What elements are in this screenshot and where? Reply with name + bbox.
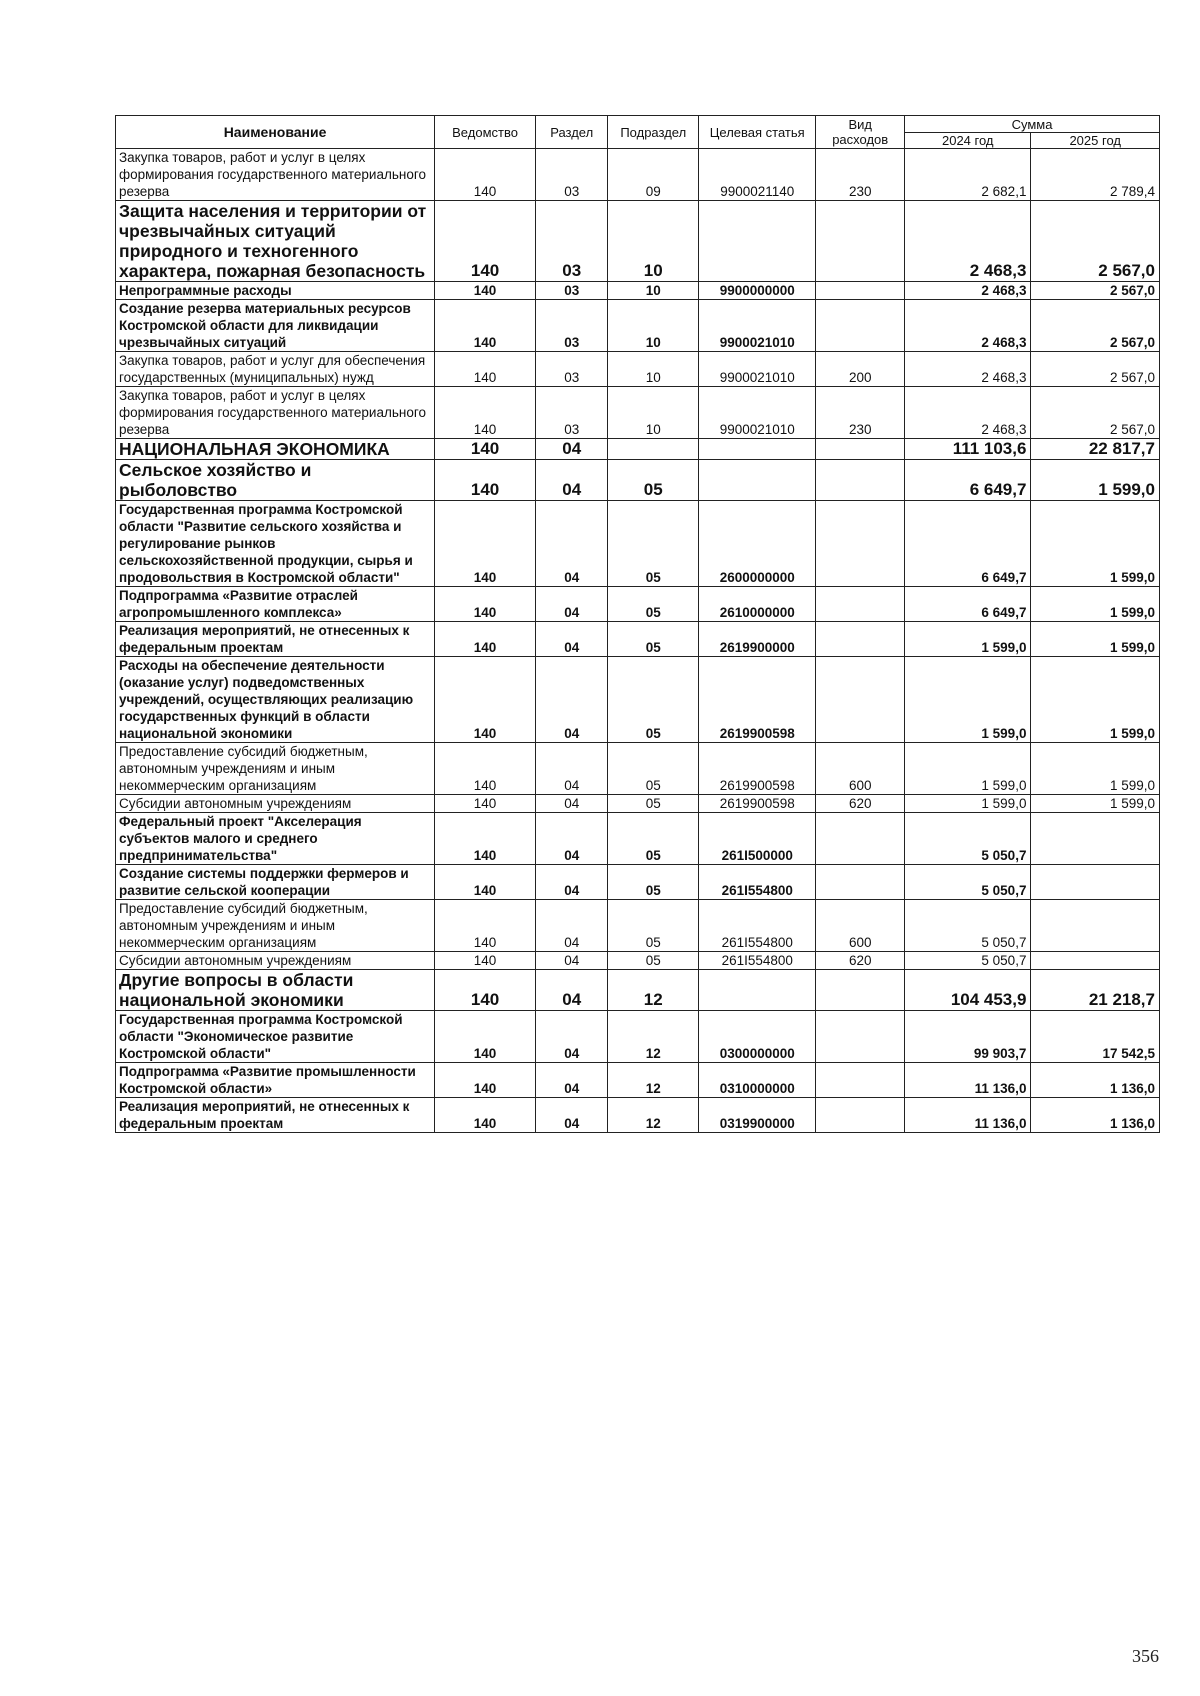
cell-ved: 140	[435, 1063, 536, 1098]
cell-razdel: 04	[536, 900, 608, 952]
cell-vid	[816, 1098, 905, 1133]
cell-name: НАЦИОНАЛЬНАЯ ЭКОНОМИКА	[116, 439, 435, 460]
cell-target: 9900021010	[699, 387, 816, 439]
cell-target: 2619900000	[699, 622, 816, 657]
header-razdel: Раздел	[536, 116, 608, 149]
cell-s2025: 2 567,0	[1031, 352, 1160, 387]
cell-razdel: 03	[536, 201, 608, 282]
cell-podrazdel: 05	[608, 587, 699, 622]
cell-target	[699, 460, 816, 501]
cell-s2024: 1 599,0	[905, 743, 1031, 795]
cell-vid	[816, 201, 905, 282]
table-body	[116, 149, 1160, 1133]
table-row	[116, 1098, 1160, 1133]
cell-razdel: 03	[536, 352, 608, 387]
cell-s2024: 6 649,7	[905, 501, 1031, 587]
header-2024: 2024 год	[905, 133, 1031, 149]
cell-s2025: 1 599,0	[1031, 795, 1160, 813]
cell-podrazdel: 05	[608, 460, 699, 501]
cell-s2024: 99 903,7	[905, 1011, 1031, 1063]
cell-s2025: 17 542,5	[1031, 1011, 1160, 1063]
table-row	[116, 387, 1160, 439]
cell-ved: 140	[435, 439, 536, 460]
table-row	[116, 1011, 1160, 1063]
cell-name: Непрограммные расходы	[116, 282, 435, 300]
cell-s2025: 1 599,0	[1031, 460, 1160, 501]
table-row	[116, 970, 1160, 1011]
cell-s2025: 2 567,0	[1031, 300, 1160, 352]
cell-razdel: 03	[536, 282, 608, 300]
cell-podrazdel: 12	[608, 1098, 699, 1133]
cell-name: Создание системы поддержки фермеров и развитие сельской кооперации	[116, 865, 435, 900]
cell-podrazdel: 05	[608, 622, 699, 657]
cell-name: Федеральный проект "Акселерация субъектов малого и среднего предпринимательства"	[116, 813, 435, 865]
cell-podrazdel: 10	[608, 282, 699, 300]
cell-target	[699, 970, 816, 1011]
header-name: Наименование	[116, 116, 435, 149]
cell-s2024: 111 103,6	[905, 439, 1031, 460]
cell-podrazdel: 05	[608, 900, 699, 952]
table-row	[116, 743, 1160, 795]
cell-podrazdel: 05	[608, 865, 699, 900]
cell-vid: 600	[816, 900, 905, 952]
cell-target: 9900000000	[699, 282, 816, 300]
cell-ved: 140	[435, 813, 536, 865]
cell-podrazdel: 12	[608, 1063, 699, 1098]
cell-name: Государственная программа Костромской области "Развитие сельского хозяйства и регулирование рынков сельскохозяйственной продукции, сырья и продовольствия в Костромской области"	[116, 501, 435, 587]
cell-razdel: 04	[536, 439, 608, 460]
cell-target: 261I554800	[699, 952, 816, 970]
cell-ved: 140	[435, 501, 536, 587]
cell-razdel: 04	[536, 813, 608, 865]
cell-s2024: 6 649,7	[905, 587, 1031, 622]
table-row	[116, 352, 1160, 387]
cell-vid	[816, 300, 905, 352]
cell-name: Предоставление субсидий бюджетным, автономным учреждениям и иным некоммерческим организациям	[116, 900, 435, 952]
cell-name: Закупка товаров, работ и услуг в целях формирования государственного материального резерва	[116, 387, 435, 439]
cell-vid	[816, 657, 905, 743]
cell-ved: 140	[435, 865, 536, 900]
cell-name: Подпрограмма «Развитие отраслей агропромышленного комплекса»	[116, 587, 435, 622]
cell-name: Субсидии автономным учреждениям	[116, 952, 435, 970]
cell-ved: 140	[435, 149, 536, 201]
cell-ved: 140	[435, 387, 536, 439]
cell-vid: 200	[816, 352, 905, 387]
header-vedomstvo: Ведомство	[435, 116, 536, 149]
cell-name: Закупка товаров, работ и услуг для обеспечения государственных (муниципальных) нужд	[116, 352, 435, 387]
cell-s2025: 1 599,0	[1031, 743, 1160, 795]
cell-target: 2619900598	[699, 743, 816, 795]
cell-razdel: 03	[536, 387, 608, 439]
cell-vid	[816, 1063, 905, 1098]
cell-name: Создание резерва материальных ресурсов Костромской области для ликвидации чрезвычайных ситуаций	[116, 300, 435, 352]
cell-vid	[816, 865, 905, 900]
cell-vid	[816, 1011, 905, 1063]
header-vid: Вид расходов	[816, 116, 905, 149]
cell-target: 2600000000	[699, 501, 816, 587]
cell-target	[699, 439, 816, 460]
cell-razdel: 04	[536, 657, 608, 743]
cell-name: Субсидии автономным учреждениям	[116, 795, 435, 813]
cell-target: 2619900598	[699, 795, 816, 813]
cell-ved: 140	[435, 657, 536, 743]
cell-s2025: 2 567,0	[1031, 282, 1160, 300]
cell-s2025: 22 817,7	[1031, 439, 1160, 460]
cell-s2024: 2 682,1	[905, 149, 1031, 201]
cell-podrazdel: 10	[608, 387, 699, 439]
cell-name: Государственная программа Костромской области "Экономическое развитие Костромской области"	[116, 1011, 435, 1063]
table-row	[116, 657, 1160, 743]
cell-s2024: 5 050,7	[905, 813, 1031, 865]
cell-target: 261I554800	[699, 900, 816, 952]
cell-vid: 600	[816, 743, 905, 795]
cell-razdel: 04	[536, 1063, 608, 1098]
cell-razdel: 04	[536, 795, 608, 813]
cell-s2025: 2 567,0	[1031, 201, 1160, 282]
table-row	[116, 587, 1160, 622]
budget-table	[115, 115, 1160, 1133]
cell-razdel: 04	[536, 587, 608, 622]
cell-razdel: 04	[536, 501, 608, 587]
cell-razdel: 04	[536, 622, 608, 657]
cell-s2025: 1 599,0	[1031, 657, 1160, 743]
cell-podrazdel: 10	[608, 300, 699, 352]
cell-razdel: 04	[536, 865, 608, 900]
cell-podrazdel: 09	[608, 149, 699, 201]
cell-s2024: 104 453,9	[905, 970, 1031, 1011]
cell-s2024: 11 136,0	[905, 1098, 1031, 1133]
cell-podrazdel: 10	[608, 201, 699, 282]
cell-name: Предоставление субсидий бюджетным, автономным учреждениям и иным некоммерческим организациям	[116, 743, 435, 795]
table-row	[116, 813, 1160, 865]
cell-ved: 140	[435, 587, 536, 622]
cell-name: Сельское хозяйство и рыболовство	[116, 460, 435, 501]
table-row	[116, 149, 1160, 201]
cell-podrazdel: 05	[608, 657, 699, 743]
cell-razdel: 04	[536, 1098, 608, 1133]
cell-razdel: 03	[536, 149, 608, 201]
cell-s2024: 11 136,0	[905, 1063, 1031, 1098]
cell-name: Другие вопросы в области национальной экономики	[116, 970, 435, 1011]
cell-s2025: 1 599,0	[1031, 622, 1160, 657]
page-number: 356	[1132, 1646, 1159, 1666]
cell-s2025: 1 599,0	[1031, 587, 1160, 622]
cell-target: 2610000000	[699, 587, 816, 622]
cell-podrazdel: 10	[608, 352, 699, 387]
cell-target	[699, 201, 816, 282]
cell-target: 9900021140	[699, 149, 816, 201]
cell-target: 0300000000	[699, 1011, 816, 1063]
table-row	[116, 282, 1160, 300]
cell-s2025: 2 789,4	[1031, 149, 1160, 201]
table-row	[116, 460, 1160, 501]
cell-vid: 230	[816, 387, 905, 439]
cell-s2024: 2 468,3	[905, 352, 1031, 387]
cell-name: Защита населения и территории от чрезвычайных ситуаций природного и техногенного характера, пожарная безопасность	[116, 201, 435, 282]
cell-ved: 140	[435, 282, 536, 300]
header-podrazdel: Подраздел	[608, 116, 699, 149]
cell-vid	[816, 970, 905, 1011]
cell-s2024: 5 050,7	[905, 900, 1031, 952]
cell-s2025	[1031, 952, 1160, 970]
cell-vid	[816, 439, 905, 460]
table-row	[116, 622, 1160, 657]
cell-target: 261I500000	[699, 813, 816, 865]
cell-s2024: 1 599,0	[905, 622, 1031, 657]
table-row	[116, 1063, 1160, 1098]
cell-razdel: 03	[536, 300, 608, 352]
cell-name: Расходы на обеспечение деятельности (оказание услуг) подведомственных учреждений, осуществляющих реализацию государственных функций в области национальной экономики	[116, 657, 435, 743]
cell-s2025: 1 136,0	[1031, 1063, 1160, 1098]
cell-razdel: 04	[536, 1011, 608, 1063]
cell-s2024: 2 468,3	[905, 201, 1031, 282]
cell-ved: 140	[435, 352, 536, 387]
cell-vid: 230	[816, 149, 905, 201]
cell-razdel: 04	[536, 460, 608, 501]
cell-razdel: 04	[536, 952, 608, 970]
cell-ved: 140	[435, 622, 536, 657]
cell-s2025	[1031, 865, 1160, 900]
cell-vid	[816, 501, 905, 587]
cell-ved: 140	[435, 201, 536, 282]
cell-s2025: 1 136,0	[1031, 1098, 1160, 1133]
cell-razdel: 04	[536, 970, 608, 1011]
cell-s2024: 6 649,7	[905, 460, 1031, 501]
cell-ved: 140	[435, 743, 536, 795]
cell-s2025	[1031, 813, 1160, 865]
cell-podrazdel	[608, 439, 699, 460]
cell-ved: 140	[435, 300, 536, 352]
cell-podrazdel: 05	[608, 813, 699, 865]
cell-ved: 140	[435, 1098, 536, 1133]
cell-s2024: 2 468,3	[905, 387, 1031, 439]
cell-podrazdel: 05	[608, 952, 699, 970]
cell-vid	[816, 587, 905, 622]
cell-ved: 140	[435, 1011, 536, 1063]
table-row	[116, 865, 1160, 900]
cell-s2025: 21 218,7	[1031, 970, 1160, 1011]
cell-s2025: 2 567,0	[1031, 387, 1160, 439]
table-row	[116, 300, 1160, 352]
cell-ved: 140	[435, 952, 536, 970]
cell-s2025	[1031, 900, 1160, 952]
cell-s2024: 5 050,7	[905, 865, 1031, 900]
table-row	[116, 795, 1160, 813]
cell-s2024: 2 468,3	[905, 300, 1031, 352]
cell-target: 0310000000	[699, 1063, 816, 1098]
cell-vid: 620	[816, 795, 905, 813]
cell-s2024: 2 468,3	[905, 282, 1031, 300]
cell-vid	[816, 282, 905, 300]
cell-vid	[816, 460, 905, 501]
cell-ved: 140	[435, 795, 536, 813]
cell-name: Подпрограмма «Развитие промышленности Костромской области»	[116, 1063, 435, 1098]
cell-podrazdel: 05	[608, 501, 699, 587]
table-row	[116, 952, 1160, 970]
cell-podrazdel: 12	[608, 970, 699, 1011]
table-row	[116, 900, 1160, 952]
cell-s2025: 1 599,0	[1031, 501, 1160, 587]
cell-podrazdel: 12	[608, 1011, 699, 1063]
cell-target: 9900021010	[699, 300, 816, 352]
cell-ved: 140	[435, 460, 536, 501]
cell-target: 9900021010	[699, 352, 816, 387]
cell-target: 0319900000	[699, 1098, 816, 1133]
table-row	[116, 201, 1160, 282]
cell-s2024: 5 050,7	[905, 952, 1031, 970]
table-row	[116, 439, 1160, 460]
header-sum: Сумма	[905, 116, 1160, 133]
cell-name: Закупка товаров, работ и услуг в целях формирования государственного материального резерва	[116, 149, 435, 201]
header-2025: 2025 год	[1031, 133, 1160, 149]
cell-s2024: 1 599,0	[905, 795, 1031, 813]
cell-ved: 140	[435, 900, 536, 952]
cell-vid: 620	[816, 952, 905, 970]
cell-target: 261I554800	[699, 865, 816, 900]
cell-target: 2619900598	[699, 657, 816, 743]
cell-s2024: 1 599,0	[905, 657, 1031, 743]
cell-vid	[816, 622, 905, 657]
cell-name: Реализация мероприятий, не отнесенных к федеральным проектам	[116, 1098, 435, 1133]
header-target: Целевая статья	[699, 116, 816, 149]
cell-ved: 140	[435, 970, 536, 1011]
cell-name: Реализация мероприятий, не отнесенных к федеральным проектам	[116, 622, 435, 657]
cell-razdel: 04	[536, 743, 608, 795]
cell-podrazdel: 05	[608, 795, 699, 813]
table-row	[116, 501, 1160, 587]
cell-podrazdel: 05	[608, 743, 699, 795]
cell-vid	[816, 813, 905, 865]
